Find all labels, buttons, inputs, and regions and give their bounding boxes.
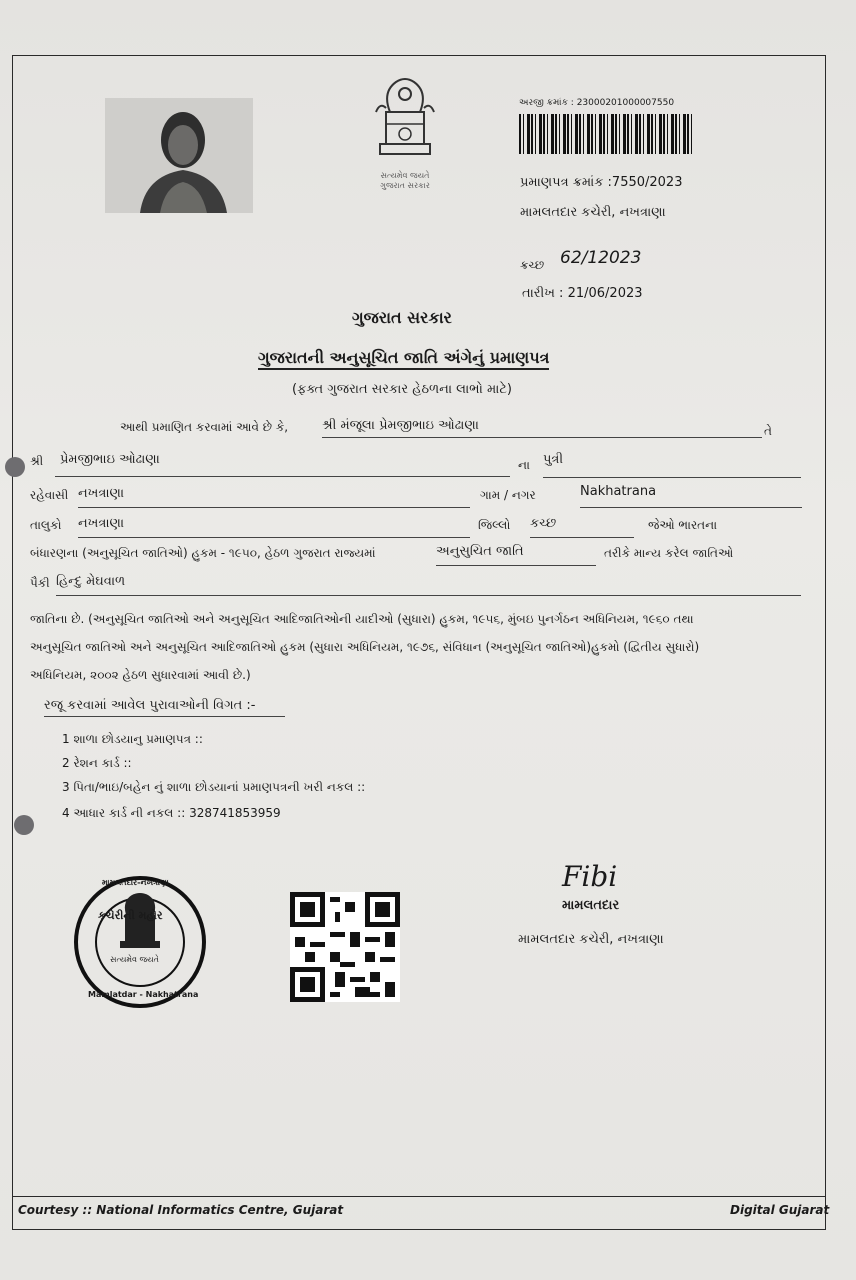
signatory-designation: મામલતદાર xyxy=(562,898,620,913)
certificate-subtitle: (ફક્ત ગુજરાત સરકાર હેઠળના લાભો માટે) xyxy=(292,382,512,397)
emblem-caption-1: સત્યમેવ જયતે xyxy=(380,171,430,180)
kachh-handwritten-number: 62/12023 xyxy=(560,248,642,268)
qr-code xyxy=(290,892,400,1002)
village-value: Nakhatrana xyxy=(580,484,802,508)
father-name: પ્રેમજીભાઇ ઓઢાણા xyxy=(60,452,160,467)
paragraph-line-3: અધિનિયમ, ૨૦૦૨ હેઠળ સુધારવામાં આવી છે.) xyxy=(30,668,251,682)
evidence-heading: રજૂ કરવામાં આવેલ પુરાવાઓની વિગત :- xyxy=(44,698,285,717)
evidence-item-2: 2 રેશન કાર્ડ :: xyxy=(62,756,132,770)
taluka-value: નખત્રાણા xyxy=(78,516,470,538)
footer-courtesy: Courtesy :: National Informatics Centre, Gujarat xyxy=(18,1203,344,1217)
district-value: કચ્છ xyxy=(530,516,634,538)
paiki-label: પૈકી xyxy=(30,576,50,590)
caste-value: હિન્દુ મેઘવાળ xyxy=(56,574,801,596)
evidence-item-1: 1 શાળા છોડયાનુ પ્રમાણપત્ર :: xyxy=(62,732,203,746)
state-emblem xyxy=(362,72,448,190)
order-text: બંધારણના (અનુસૂચિત જાતિઓ) હુકમ - ૧૯૫૦, હેઠળ ગુજરાત રાજ્યમાં xyxy=(30,546,376,560)
signatory-office: મામલતદાર કચેરી, નખત્રાણા xyxy=(518,932,664,947)
certificate-number: પ્રમાણપત્ર ક્રમાંક :7550/2023 xyxy=(520,175,683,190)
bharat-label: જેઓ ભારતના xyxy=(648,518,718,532)
evidence-item-3: 3 પિતા/ભાઇ/બહેન નું શાળા છોડયાનાં પ્રમાણપત્રની ખરી નકલ :: xyxy=(62,780,366,794)
seal-middle-text: કચેરીની મહોર xyxy=(98,909,163,922)
village-label: ગામ / નગર xyxy=(480,488,536,502)
certify-label: આથી પ્રમાણિત કરવામાં આવે છે કે, xyxy=(120,420,289,434)
seal-bottom-text: Mamlatdar - Nakhatrana xyxy=(88,990,199,999)
punch-hole-top xyxy=(5,457,25,477)
category-value: અનુસુચિત જાતિ xyxy=(436,544,596,566)
application-number: અરજી ક્રમાંક : 23000201000007550 xyxy=(519,98,675,108)
applicant-photo xyxy=(105,98,253,213)
district-label: જિલ્લો xyxy=(478,518,511,532)
resident-value: નખત્રાણા xyxy=(78,486,470,508)
relation: પુત્રી xyxy=(543,452,801,478)
applicant-name: શ્રી મંજૂલા પ્રેમજીભાઇ ઓઢાણા xyxy=(322,418,762,438)
footer-digital-gujarat: Digital Gujarat xyxy=(730,1203,830,1217)
issue-date: તારીખ : 21/06/2023 xyxy=(522,286,643,301)
te-label: તે xyxy=(764,424,772,438)
office-seal xyxy=(70,875,210,1010)
seal-top-text: મામલતદાર-નખત્રાણા xyxy=(102,878,169,887)
barcode xyxy=(519,114,695,154)
signature: Fibi xyxy=(562,860,618,893)
certificate-title: ગુજરાતની અનુસૂચિત જાતિ અંગેનું પ્રમાણપત્ર xyxy=(258,348,549,370)
government-title: ગુજરાત સરકાર xyxy=(352,308,452,327)
resident-label: રહેવાસી xyxy=(30,488,69,502)
issuing-office: મામલતદાર કચેરી, નખત્રાણા xyxy=(520,205,666,220)
paragraph-line-2: અનુસૂચિત જાતિઓ અને અનુસૂચિત આદિજાતિઓ હુકમ (સુધારા અધિનિયમ, ૧૯૭૬, સંવિધાન (અનુસૂચિત જાતિઓ)હુકમો (દ્વિતીય સુધારો) xyxy=(30,640,700,654)
shri-label: શ્રી xyxy=(30,454,44,468)
taluka-label: તાલુકો xyxy=(30,518,62,532)
punch-hole-bottom xyxy=(14,815,34,835)
paragraph-line-1: જાતિના છે. (અનુસૂચિત જાતિઓ અને અનુસૂચિત આદિજાતિઓની યાદીઓ (સુધારા) હુકમ, ૧૯૫૬, મુંબઇ પુનર્ગઠન અધિનિયમ, ૧૯૬૦ તથા xyxy=(30,612,694,626)
father-name-line xyxy=(55,476,510,477)
emblem-caption-2: ગુજરાત સરકાર xyxy=(380,181,430,190)
recognized-text: તરીકે માન્ય કરેલ જાતિઓ xyxy=(604,546,734,560)
kachh-label: ક્રચ્છ xyxy=(520,258,545,272)
evidence-item-4: 4 આધાર કાર્ડ ની નકલ :: 328741853959 xyxy=(62,806,281,820)
na-label: ના xyxy=(518,458,530,472)
seal-motto: સત્યમેવ જયતે xyxy=(110,955,159,964)
footer-divider xyxy=(12,1196,826,1197)
